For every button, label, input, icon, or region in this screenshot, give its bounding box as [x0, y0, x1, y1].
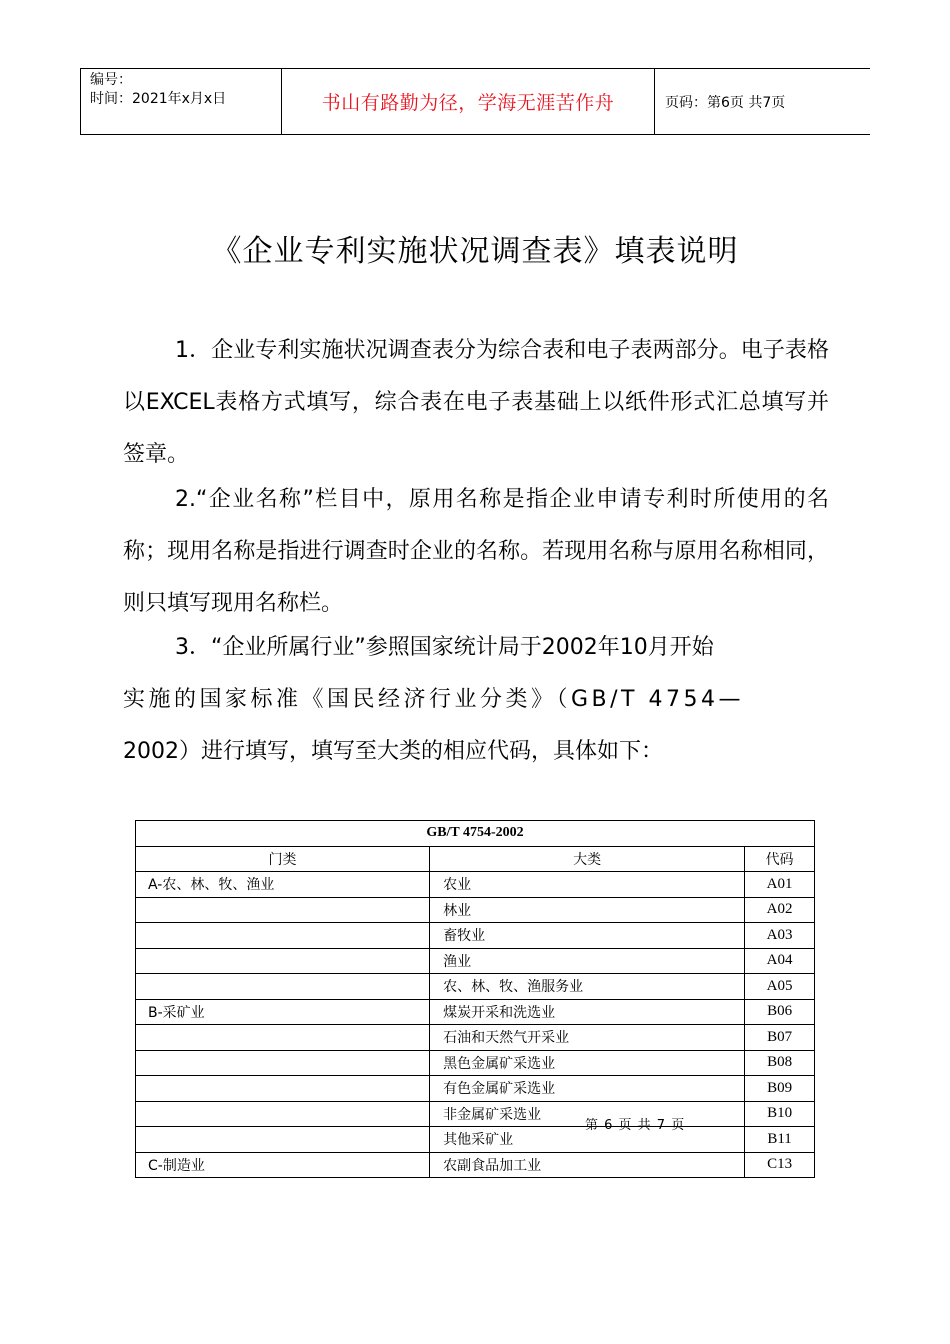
category-cell [136, 1025, 430, 1051]
code-cell: B11 [745, 1127, 815, 1153]
code-cell: A05 [745, 974, 815, 1000]
subcategory-cell: 有色金属矿采选业 [430, 1076, 745, 1102]
category-cell [136, 897, 430, 923]
category-cell [136, 974, 430, 1000]
category-cell: A-农、林、牧、渔业 [136, 872, 430, 898]
page-header [80, 68, 870, 135]
code-cell: A02 [745, 897, 815, 923]
paragraph-2-text: 2.“企业名称”栏目中，原用名称是指企业申请专利时所使用的名称；现用名称是指进行调查时企业的名称。若现用名称与原用名称相同，则只填写现用名称栏。 [123, 487, 829, 616]
subcategory-cell: 渔业 [430, 948, 745, 974]
table-caption-row [136, 821, 815, 847]
paragraph-3 [123, 622, 829, 778]
time-label: 时间：2021年x月x日 [90, 91, 227, 107]
subcategory-cell: 农、林、牧、渔服务业 [430, 974, 745, 1000]
table-row [136, 1050, 815, 1076]
table-row [136, 923, 815, 949]
industry-code-table [135, 820, 815, 1178]
column-header-category: 门类 [136, 846, 430, 872]
code-cell: A04 [745, 948, 815, 974]
subcategory-cell: 煤炭开采和洗选业 [430, 999, 745, 1025]
header-page-info: 页码：第6页 共7页 [665, 94, 786, 111]
paragraph-1-text: 1．企业专利实施状况调查表分为综合表和电子表两部分。电子表格以EXCEL表格方式填写，综合表在电子表基础上以纸件形式汇总填写并签章。 [123, 338, 829, 467]
subcategory-cell: 黑色金属矿采选业 [430, 1050, 745, 1076]
table-row [136, 872, 815, 898]
code-cell: B10 [745, 1101, 815, 1127]
subcategory-cell: 农业 [430, 872, 745, 898]
subcategory-cell: 其他采矿业 [430, 1127, 745, 1153]
subcategory-cell: 非金属矿采选业 [430, 1101, 745, 1127]
number-label: 编号： [90, 72, 132, 88]
category-cell: B-采矿业 [136, 999, 430, 1025]
code-cell: A01 [745, 872, 815, 898]
table-row [136, 948, 815, 974]
category-cell: C-制造业 [136, 1152, 430, 1178]
paragraph-3-line-1: 3．“企业所属行业”参照国家统计局于2002年10月开始 [175, 635, 714, 660]
category-cell [136, 923, 430, 949]
column-header-code: 代码 [745, 846, 815, 872]
category-cell [136, 1076, 430, 1102]
category-cell [136, 1101, 430, 1127]
subcategory-cell: 农副食品加工业 [430, 1152, 745, 1178]
table-caption: GB/T 4754-2002 [136, 821, 815, 847]
table-row [136, 1101, 815, 1127]
code-cell: B06 [745, 999, 815, 1025]
table-row [136, 974, 815, 1000]
category-cell [136, 948, 430, 974]
subcategory-cell: 畜牧业 [430, 923, 745, 949]
code-cell: B08 [745, 1050, 815, 1076]
table-row [136, 999, 815, 1025]
paragraph-3-line-3: 2002）进行填写，填写至大类的相应代码，具体如下： [123, 739, 663, 764]
header-meta [81, 69, 282, 134]
category-cell [136, 1050, 430, 1076]
code-cell: A03 [745, 923, 815, 949]
table-header-row [136, 846, 815, 872]
code-cell: B07 [745, 1025, 815, 1051]
paragraph-2 [123, 474, 829, 630]
subcategory-cell: 石油和天然气开采业 [430, 1025, 745, 1051]
header-motto: 书山有路勤为径，学海无涯苦作舟 [282, 69, 655, 134]
code-cell: B09 [745, 1076, 815, 1102]
subcategory-cell: 林业 [430, 897, 745, 923]
page-footer: 第 6 页 共 7 页 [585, 1118, 686, 1133]
table-row [136, 897, 815, 923]
column-header-subcategory: 大类 [430, 846, 745, 872]
table-row [136, 1127, 815, 1153]
document-title: 《企业专利实施状况调查表》填表说明 [211, 234, 739, 269]
code-cell: C13 [745, 1152, 815, 1178]
table-row [136, 1025, 815, 1051]
paragraph-3-line-2: 实施的国家标准《国民经济行业分类》（GB/T 4754— [123, 687, 744, 712]
table-row [136, 1076, 815, 1102]
table-row [136, 1152, 815, 1178]
paragraph-1 [123, 325, 829, 481]
category-cell [136, 1127, 430, 1153]
